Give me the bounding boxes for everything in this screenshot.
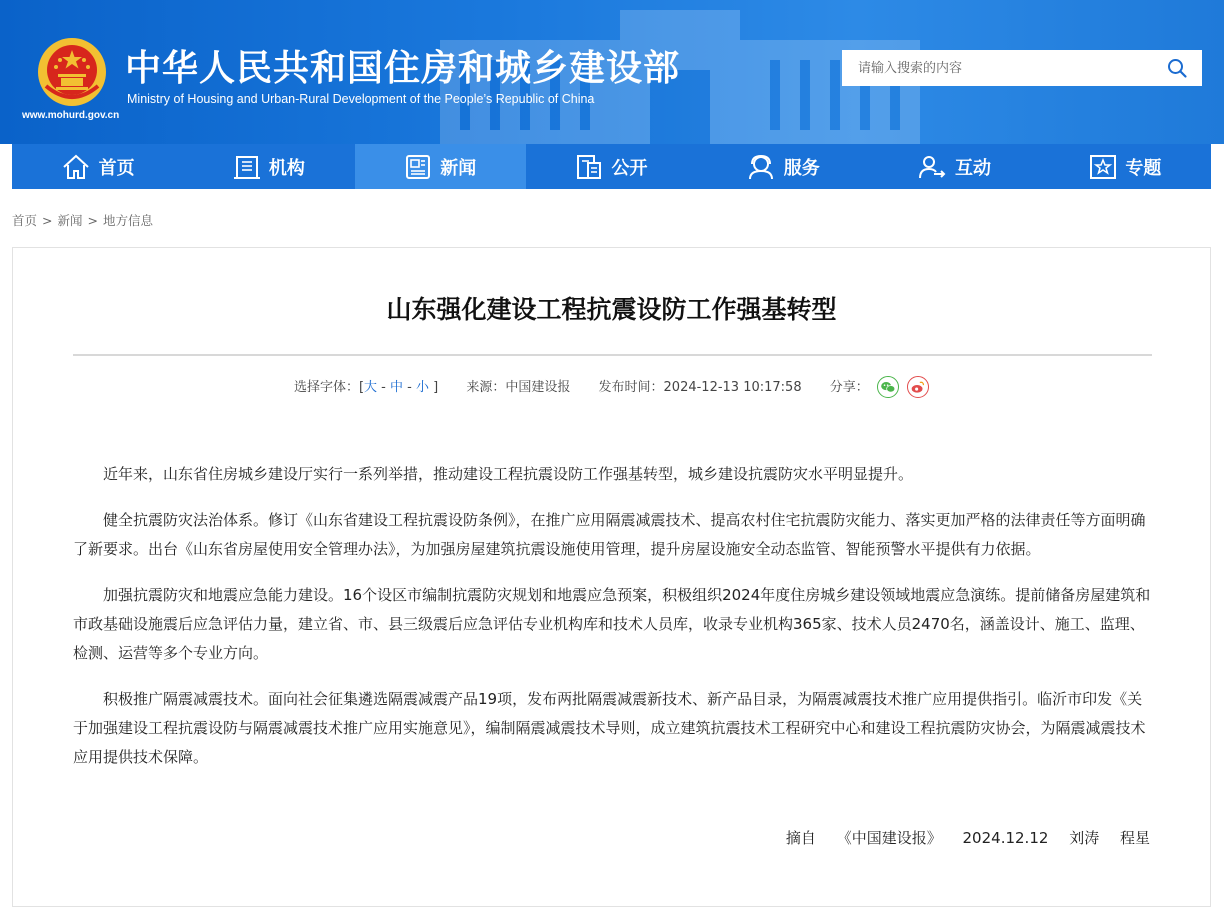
- site-title: 中华人民共和国住房和城乡建设部: [125, 48, 681, 89]
- article-paragraph: 积极推广隔震减震技术。面向社会征集遴选隔震减震产品19项，发布两批隔震减震新技术、新产品目录，为隔震减震技术推广应用提供指引。临沂市印发《关于加强建设工程抗震设防与隔震减震技术推广应用实施意见》，编制隔震减震技术导则，成立建筑抗震技术工程研究中心和建设工程抗震防灾协会，为隔震减震技术应用提供技术保障。: [73, 690, 1146, 766]
- nav-item-interaction[interactable]: [868, 144, 1039, 189]
- nav-label: 互动: [955, 157, 992, 179]
- service-icon: [746, 154, 776, 180]
- nav-label: 机构: [268, 157, 305, 179]
- excerpt-publication: 《中国建设报》: [836, 829, 942, 847]
- title-divider: [73, 354, 1152, 356]
- font-size-close: ]: [429, 380, 439, 395]
- search-box: [842, 50, 1202, 86]
- breadcrumb-home-link[interactable]: 首页: [12, 213, 38, 228]
- nav-label: 服务: [783, 157, 820, 179]
- nav-label: 专题: [1125, 157, 1162, 179]
- share-area: [830, 380, 929, 395]
- font-size-divider: -: [377, 380, 391, 395]
- main-nav: [12, 144, 1211, 189]
- building-icon: [233, 154, 261, 180]
- breadcrumb: [12, 211, 153, 229]
- article-paragraph: 近年来，山东省住房城乡建设厅实行一系列举措，推动建设工程抗震设防工作强基转型，城乡建设抗震防灾水平明显提升。: [103, 465, 914, 483]
- breadcrumb-separator: >: [87, 213, 98, 228]
- excerpt-source-line: [770, 827, 1150, 848]
- font-size-selector: [294, 380, 438, 395]
- excerpt-date: 2024.12.12: [962, 829, 1049, 847]
- nav-label: 首页: [98, 157, 135, 179]
- nav-item-organization[interactable]: [183, 144, 354, 189]
- search-input[interactable]: [842, 50, 1142, 86]
- author-name: 刘涛: [1069, 829, 1100, 847]
- nav-item-public[interactable]: [526, 144, 697, 189]
- excerpt-label: 摘自: [785, 829, 816, 847]
- document-icon: [575, 154, 603, 180]
- news-icon: [404, 154, 432, 180]
- nav-item-news[interactable]: [355, 144, 526, 189]
- nav-label: 公开: [611, 157, 648, 179]
- article-paragraph: 加强抗震防灾和地震应急能力建设。16个设区市编制抗震防灾规划和地震应急预案，积极组织2024年度住房城乡建设领域地震应急演练。提前储备房屋建筑和市政基础设施震后应急评估力量，建立省、市、县三级震后应急评估专业机构库和技术人员库，收录专业机构365家、技术人员2470名，涵盖设计、施工、监理、检测、运营等多个专业方向。: [73, 586, 1151, 662]
- nav-label: 新闻: [440, 157, 477, 179]
- site-header: [0, 0, 1224, 144]
- breadcrumb-news-link[interactable]: 新闻: [57, 213, 83, 228]
- wechat-share-icon[interactable]: [877, 376, 899, 398]
- font-large-link[interactable]: 大: [364, 380, 378, 395]
- article-container: [12, 247, 1211, 907]
- font-size-divider: -: [403, 380, 416, 395]
- star-icon: [1089, 154, 1117, 180]
- publish-time: 发布时间：2024-12-13 10:17:58: [598, 380, 802, 395]
- home-icon: [61, 154, 91, 180]
- breadcrumb-separator: >: [42, 213, 53, 228]
- nav-item-service[interactable]: [697, 144, 868, 189]
- breadcrumb-local-info-link[interactable]: 地方信息: [103, 213, 154, 228]
- share-label: 分享：: [829, 380, 869, 395]
- site-url: www.mohurd.gov.cn: [22, 110, 120, 121]
- article-meta: [13, 376, 1210, 399]
- nav-item-special[interactable]: [1040, 144, 1211, 189]
- article-source: 来源：中国建设报: [466, 380, 571, 395]
- site-subtitle: Ministry of Housing and Urban-Rural Development of the People’s Republic of China: [127, 92, 595, 106]
- author-name: 程星: [1119, 829, 1150, 847]
- national-emblem-logo: [36, 36, 108, 108]
- article-body: [73, 460, 1152, 789]
- article-paragraph: 健全抗震防灾法治体系。修订《山东省建设工程抗震设防条例》，在推广应用隔震减震技术、提高农村住宅抗震防灾能力、落实更加严格的法律责任等方面明确了新要求。出台《山东省房屋使用安全管理办法》，为加强房屋建筑抗震设施使用管理，提升房屋设施安全动态监管、智能预警水平提供有力依据。: [73, 511, 1146, 558]
- article-title: 山东强化建设工程抗震设防工作强基转型: [386, 295, 837, 324]
- weibo-share-icon[interactable]: [907, 376, 929, 398]
- font-small-link[interactable]: 小: [416, 380, 430, 395]
- search-icon[interactable]: [1166, 57, 1188, 79]
- font-size-label: 选择字体：[: [293, 380, 365, 395]
- font-medium-link[interactable]: 中: [390, 380, 404, 395]
- interaction-icon: [917, 154, 947, 180]
- nav-item-home[interactable]: [12, 144, 183, 189]
